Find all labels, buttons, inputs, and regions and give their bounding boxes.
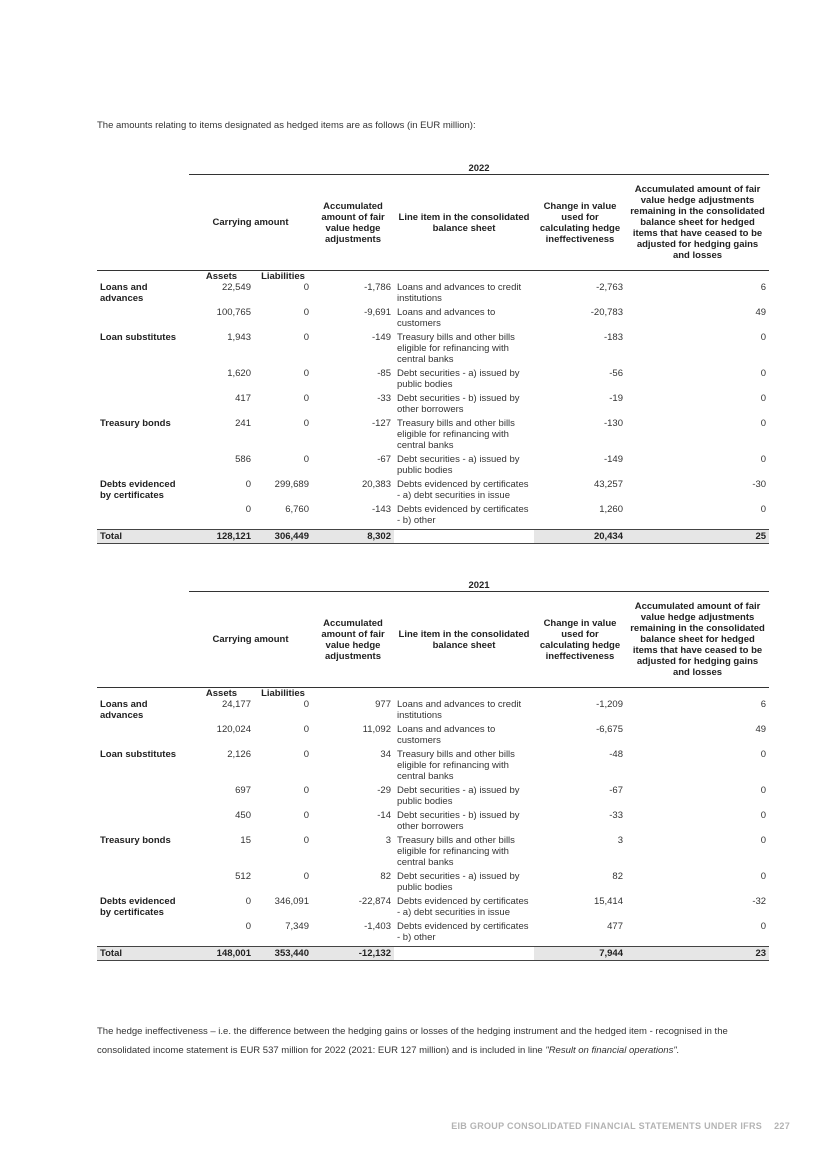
row-liabilities: 0	[303, 418, 309, 429]
row-liabilities: 0	[303, 749, 309, 760]
row-remaining: 6	[760, 282, 767, 293]
row-accumulated: 11,092	[362, 724, 391, 735]
footer-title: EIB GROUP CONSOLIDATED FINANCIAL STATEMENTS UNDER IFRS	[451, 1121, 763, 1131]
row-category	[97, 393, 189, 415]
row-liabilities: 0	[303, 332, 309, 343]
total-liabilities: 353,440	[254, 947, 312, 961]
header-remaining: Accumulated amount of fair value hedge adjustments remaining in the consolidated balance sheet for hedged items that have ceased to be adjusted for hedging gains and losses	[630, 184, 765, 261]
table-row	[97, 282, 769, 304]
year-label: 2021	[189, 577, 769, 592]
table-row	[97, 896, 769, 918]
row-change: 82	[612, 871, 623, 882]
row-liabilities: 0	[303, 454, 309, 465]
row-liabilities: 0	[303, 724, 309, 735]
row-category	[97, 504, 189, 526]
row-category: Debts evidenced by certificates	[100, 896, 176, 918]
row-line-item: Debts evidenced by certificates - a) debt securities in issue	[397, 479, 529, 501]
row-assets: 0	[245, 921, 251, 932]
row-accumulated: 82	[380, 871, 391, 882]
table-row	[97, 835, 769, 868]
row-category	[97, 724, 189, 746]
total-assets: 128,121	[189, 530, 254, 544]
row-category	[97, 307, 189, 329]
row-liabilities: 0	[303, 368, 309, 379]
row-change: -48	[609, 749, 623, 760]
row-accumulated: 34	[380, 749, 391, 760]
row-accumulated: -67	[377, 454, 391, 465]
row-assets: 0	[245, 504, 251, 515]
row-change: -130	[603, 418, 623, 429]
row-liabilities: 0	[303, 307, 309, 318]
row-accumulated: -14	[377, 810, 391, 821]
row-remaining: 0	[760, 368, 767, 379]
hedged-items-table-2021	[97, 577, 769, 961]
year-label: 2022	[189, 160, 769, 175]
row-category: Loan substitutes	[100, 332, 177, 343]
total-assets: 148,001	[189, 947, 254, 961]
row-category: Loan substitutes	[100, 749, 177, 760]
page-footer	[451, 1121, 790, 1131]
row-line-item: Treasury bills and other bills eligible for refinancing with central banks	[397, 749, 515, 782]
row-line-item: Debts evidenced by certificates - a) debt securities in issue	[397, 896, 529, 918]
table-row	[97, 393, 769, 415]
row-change: 3	[617, 835, 623, 846]
row-assets: 417	[235, 393, 251, 404]
row-accumulated: -127	[371, 418, 391, 429]
row-assets: 1,943	[227, 332, 251, 343]
row-accumulated: -143	[371, 504, 391, 515]
row-liabilities: 6,760	[285, 504, 309, 515]
row-change: -56	[609, 368, 623, 379]
row-change: -149	[603, 454, 623, 465]
total-accumulated: -12,132	[312, 947, 394, 961]
table-row	[97, 699, 769, 721]
row-accumulated: 20,383	[361, 479, 391, 490]
row-line-item: Debt securities - a) issued by public bodies	[397, 368, 520, 390]
header-change: Change in value used for calculating hedge ineffectiveness	[539, 617, 621, 662]
row-remaining: 0	[760, 418, 767, 429]
row-remaining: 0	[760, 871, 767, 882]
table-row	[97, 418, 769, 451]
year-row	[97, 160, 769, 175]
total-label: Total	[97, 947, 189, 961]
row-accumulated: -85	[377, 368, 391, 379]
row-accumulated: -1,786	[364, 282, 391, 293]
row-line-item: Debts evidenced by certificates - b) other	[397, 504, 529, 526]
row-accumulated: -9,691	[364, 307, 391, 318]
header-change: Change in value used for calculating hedge ineffectiveness	[539, 200, 621, 245]
row-remaining: 0	[760, 393, 767, 404]
row-assets: 1,620	[227, 368, 251, 379]
page-number: 227	[774, 1121, 790, 1131]
row-line-item: Loans and advances to customers	[397, 724, 496, 746]
row-category	[97, 921, 189, 943]
row-change: 477	[607, 921, 623, 932]
row-change: 15,414	[593, 896, 623, 907]
row-accumulated: -149	[371, 332, 391, 343]
total-remaining: 23	[626, 947, 769, 961]
row-remaining: -32	[752, 896, 767, 907]
row-category: Loans and advances	[100, 699, 148, 721]
row-liabilities: 299,689	[274, 479, 309, 490]
row-category: Treasury bonds	[100, 418, 171, 429]
row-accumulated: -1,403	[364, 921, 391, 932]
row-remaining: 0	[760, 921, 767, 932]
row-line-item: Treasury bills and other bills eligible for refinancing with central banks	[397, 418, 515, 451]
row-accumulated: -29	[377, 785, 391, 796]
row-liabilities: 0	[303, 785, 309, 796]
table-row	[97, 479, 769, 501]
row-remaining: 0	[760, 332, 767, 343]
row-line-item: Debt securities - a) issued by public bodies	[397, 871, 520, 893]
total-row	[97, 530, 769, 544]
year-row	[97, 577, 769, 592]
row-liabilities: 346,091	[274, 896, 309, 907]
row-assets: 586	[235, 454, 251, 465]
table-row	[97, 504, 769, 526]
row-assets: 120,024	[216, 724, 251, 735]
total-change: 7,944	[534, 947, 626, 961]
row-line-item: Loans and advances to credit institutions	[397, 282, 522, 304]
table-row	[97, 749, 769, 782]
row-category	[97, 871, 189, 893]
row-liabilities: 0	[303, 835, 309, 846]
row-remaining: 0	[760, 810, 767, 821]
row-category	[97, 454, 189, 476]
hedge-ineffectiveness-note	[97, 1022, 777, 1060]
row-assets: 0	[245, 896, 251, 907]
row-category	[97, 810, 189, 832]
row-line-item: Debt securities - b) issued by other borrowers	[397, 393, 520, 415]
header-line-item: Line item in the consolidated balance sheet	[398, 211, 530, 234]
total-accumulated: 8,302	[312, 530, 394, 544]
row-change: -33	[609, 810, 623, 821]
row-line-item: Loans and advances to customers	[397, 307, 496, 329]
header-carrying-amount: Carrying amount	[212, 634, 289, 645]
row-change: 43,257	[593, 479, 623, 490]
row-remaining: 0	[760, 504, 767, 515]
row-change: -67	[609, 785, 623, 796]
total-row	[97, 947, 769, 961]
total-line-item-blank	[394, 947, 534, 961]
row-remaining: -30	[752, 479, 767, 490]
total-liabilities: 306,449	[254, 530, 312, 544]
row-remaining: 49	[755, 307, 767, 318]
row-liabilities: 0	[303, 810, 309, 821]
header-accumulated: Accumulated amount of fair value hedge adjustments	[321, 200, 385, 245]
row-change: 1,260	[599, 504, 623, 515]
row-assets: 697	[235, 785, 251, 796]
header-carrying-amount: Carrying amount	[212, 217, 289, 228]
row-remaining: 0	[760, 749, 767, 760]
total-line-item-blank	[394, 530, 534, 544]
row-accumulated: 3	[385, 835, 391, 846]
row-accumulated: 977	[375, 699, 391, 710]
table-row	[97, 810, 769, 832]
row-liabilities: 0	[303, 871, 309, 882]
row-assets: 2,126	[227, 749, 251, 760]
subheader-row	[97, 271, 769, 283]
note-text: The hedge ineffectiveness – i.e. the difference between the hedging gains or losses of the hedging instrument and the hedged item - recognised in the consolidated income statement is EUR 537 million for 2022 (2021: EUR 127 million) and is included in line	[97, 1026, 728, 1056]
row-assets: 22,549	[221, 282, 251, 293]
row-remaining: 0	[760, 785, 767, 796]
row-assets: 512	[235, 871, 251, 882]
row-category: Treasury bonds	[100, 835, 171, 846]
row-change: -6,675	[596, 724, 623, 735]
row-liabilities: 0	[303, 393, 309, 404]
row-assets: 24,177	[221, 699, 251, 710]
row-assets: 0	[245, 479, 251, 490]
row-remaining: 49	[755, 724, 767, 735]
hedged-items-table	[97, 160, 769, 544]
table-row	[97, 785, 769, 807]
total-label: Total	[97, 530, 189, 544]
row-line-item: Debt securities - a) issued by public bodies	[397, 454, 520, 476]
table-row	[97, 724, 769, 746]
row-category	[97, 785, 189, 807]
subheader-assets: Assets	[189, 688, 254, 700]
subheader-row	[97, 688, 769, 700]
table-row	[97, 332, 769, 365]
header-line-item: Line item in the consolidated balance sheet	[398, 628, 530, 651]
row-remaining: 6	[760, 699, 767, 710]
subheader-liabilities: Liabilities	[254, 688, 312, 700]
row-assets: 450	[235, 810, 251, 821]
row-line-item: Treasury bills and other bills eligible for refinancing with central banks	[397, 332, 515, 365]
row-line-item: Debt securities - b) issued by other borrowers	[397, 810, 520, 832]
row-remaining: 0	[760, 835, 767, 846]
row-change: -183	[603, 332, 623, 343]
total-remaining: 25	[626, 530, 769, 544]
table-row	[97, 454, 769, 476]
row-line-item: Treasury bills and other bills eligible for refinancing with central banks	[397, 835, 515, 868]
row-remaining: 0	[760, 454, 767, 465]
row-category	[97, 368, 189, 390]
row-change: -1,209	[596, 699, 623, 710]
table-row	[97, 307, 769, 329]
row-category: Debts evidenced by certificates	[100, 479, 176, 501]
table-row	[97, 921, 769, 943]
row-line-item: Debts evidenced by certificates - b) other	[397, 921, 529, 943]
row-liabilities: 0	[303, 699, 309, 710]
row-change: -2,763	[596, 282, 623, 293]
row-assets: 241	[235, 418, 251, 429]
row-accumulated: -33	[377, 393, 391, 404]
header-accumulated: Accumulated amount of fair value hedge adjustments	[321, 617, 385, 662]
row-line-item: Debt securities - a) issued by public bodies	[397, 785, 520, 807]
total-change: 20,434	[534, 530, 626, 544]
subheader-liabilities: Liabilities	[254, 271, 312, 283]
intro-text: The amounts relating to items designated as hedged items are as follows (in EUR million):	[97, 120, 476, 131]
subheader-assets: Assets	[189, 271, 254, 283]
header-row	[97, 592, 769, 688]
row-change: -19	[609, 393, 623, 404]
row-category: Loans and advances	[100, 282, 148, 304]
row-assets: 15	[240, 835, 251, 846]
row-line-item: Loans and advances to credit institutions	[397, 699, 522, 721]
header-remaining: Accumulated amount of fair value hedge adjustments remaining in the consolidated balance sheet for hedged items that have ceased to be adjusted for hedging gains and losses	[630, 601, 765, 678]
row-change: -20,783	[590, 307, 623, 318]
note-emphasis: "Result on financial operations".	[545, 1045, 680, 1056]
hedged-items-table	[97, 577, 769, 961]
row-assets: 100,765	[216, 307, 251, 318]
header-row	[97, 175, 769, 271]
row-accumulated: -22,874	[358, 896, 391, 907]
hedged-items-table-2022	[97, 160, 769, 544]
row-liabilities: 7,349	[285, 921, 309, 932]
table-row	[97, 871, 769, 893]
table-row	[97, 368, 769, 390]
row-liabilities: 0	[303, 282, 309, 293]
